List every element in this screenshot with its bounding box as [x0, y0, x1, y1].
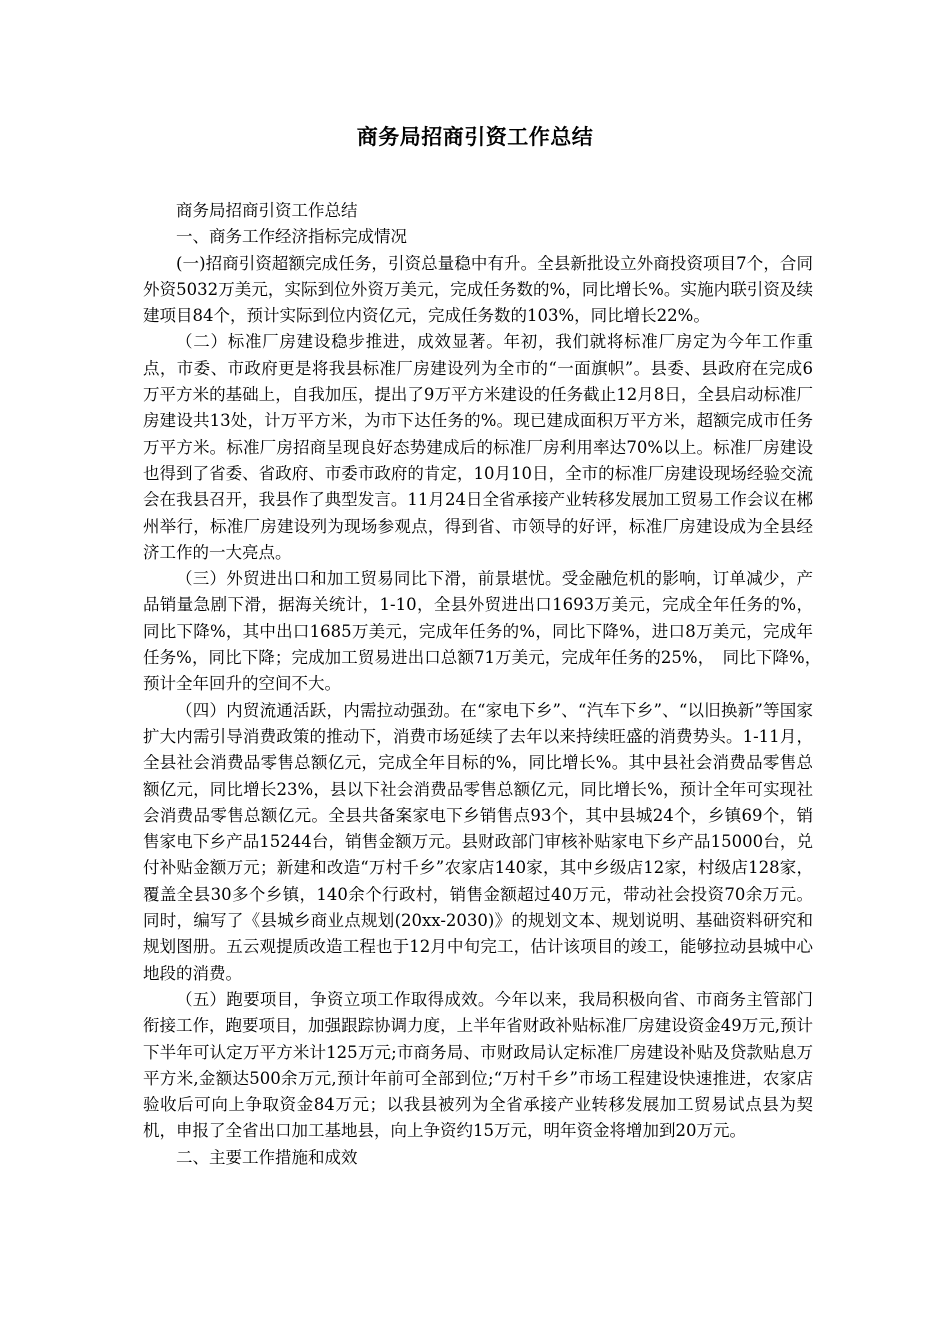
- section-heading-1: 一、商务工作经济指标完成情况: [176, 227, 407, 247]
- paragraph-project-funding: （五）跑要项目，争资立项工作取得成效。今年以来，我局积极向省、市商务主管部门衔接工作，跑要项目，加强跟踪协调力度，上半年省财政补贴标准厂房建设资金49万元,预计下半年可认定万平方米计125万元;市商务局、市财政局认定标准厂房建设补贴及贷款贴息万平方米,金额达500余万元,预计年前可全部到位;“万村千乡”市场工程建设快速推进，农家店验收后可向上争取资金84万元；以我县被列为全省承接产业转移发展加工贸易试点县为契机，申报了全省出口加工基地县，向上争资约15万元，明年资金将增加到20万元。: [143, 989, 813, 1141]
- document-subtitle: 商务局招商引资工作总结: [176, 201, 358, 220]
- paragraph-investment: (一)招商引资超额完成任务，引资总量稳中有升。全县新批设立外商投资项目7个，合同外资5032万美元，实际到位外资万美元，完成任务数的%，同比增长%。实施内联引资及续建项目84个，预计实际到位内资亿元，完成任务数的103%，同比增长22%。: [143, 253, 813, 326]
- document-body: [143, 198, 830, 1171]
- document-title: 商务局招商引资工作总结: [356, 125, 594, 149]
- paragraph-foreign-trade: （三）外贸进出口和加工贸易同比下滑，前景堪忧。受金融危机的影响，订单减少，产品销量急剧下滑，据海关统计，1-10，全县外贸进出口1693万美元，完成全年任务的%，同比下降%，其中出口1685万美元，完成年任务的%，同比下降%，进口8万美元，完成年任务%，同比下降；完成加工贸易进出口总额71万美元，完成年任务的25%， 同比下降%， 预计全年回升的空间不大。: [143, 569, 830, 694]
- paragraph-standard-factory: （二）标准厂房建设稳步推进，成效显著。年初，我们就将标准厂房定为今年工作重点，市委、市政府更是将我县标准厂房建设列为全市的“一面旗帜”。县委、县政府在完成6万平方米的基础上，自我加压，提出了9万平方米建设的任务截止12月8日，全县启动标准厂房建设共13处，计万平方米，为市下达任务的%。现已建成面积万平方米，超额完成市任务万平方米。标准厂房招商呈现良好态势建成后的标准厂房利用率达70%以上。标准厂房建设也得到了省委、省政府、市委市政府的肯定，10月10日，全市的标准厂房建设现场经验交流会在我县召开，我县作了典型发言。11月24日全省承接产业转移发展加工贸易工作会议在郴州举行，标准厂房建设列为现场参观点，得到省、市领导的好评，标准厂房建设成为全县经济工作的一大亮点。: [143, 332, 813, 562]
- section-heading-2: 二、主要工作措施和成效: [176, 1147, 358, 1167]
- paragraph-domestic-trade: （四）内贸流通活跃，内需拉动强劲。在“家电下乡”、“汽车下乡”、“以旧换新”等国家扩大内需引导消费政策的推动下，消费市场延续了去年以来持续旺盛的消费势头。1-11月，全县社会消费品零售总额亿元，完成全年目标的%，同比增长%。其中县社会消费品零售总额亿元，同比增长23%，县以下社会消费品零售总额亿元，同比增长%，预计全年可实现社会消费品零售总额亿元。全县共备案家电下乡销售点93个，其中县城24个，乡镇69个，销售家电下乡产品15244台，销售金额万元。县财政部门审核补贴家电下乡产品15000台，兑付补贴金额万元；新建和改造“万村千乡”农家店140家，其中乡级店12家，村级店128家，覆盖全县30多个乡镇，140余个行政村，销售金额超过40万元，带动社会投资70余万元。同时，编写了《县城乡商业点规划(20xx-2030)》的规划文本、规划说明、基础资料研究和规划图册。五云观提质改造工程也于12月中旬完工，估计该项目的竣工，能够拉动县城中心地段的消费。: [143, 700, 813, 983]
